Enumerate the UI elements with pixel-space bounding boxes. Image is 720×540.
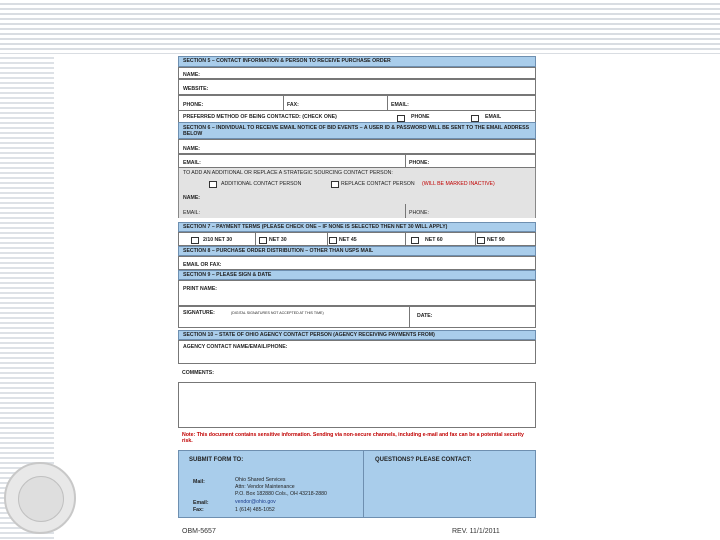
term-checkbox-net-45[interactable] xyxy=(329,237,337,244)
email-checkbox[interactable] xyxy=(471,115,479,122)
divider xyxy=(405,233,406,245)
submit-title: SUBMIT FORM TO: xyxy=(189,457,244,463)
fax-label: Fax: xyxy=(193,507,204,513)
fax-value: 1 (614) 485-1052 xyxy=(235,507,275,513)
s6-add-person: ADDITIONAL CONTACT PERSON xyxy=(221,181,302,187)
s5-email-label: EMAIL: xyxy=(391,102,409,108)
s10-agency-row[interactable] xyxy=(178,340,536,364)
s8-email-fax-label: EMAIL OR FAX: xyxy=(183,262,222,268)
section-6-header: SECTION 6 – INDIVIDUAL TO RECEIVE EMAIL NOTICE OF BID EVENTS – A USER ID & PASSWORD WILL BE SENT TO THE EMAIL ADDRESS BELOW xyxy=(178,122,536,139)
s5-website-label: WEBSITE: xyxy=(183,86,209,92)
s9-date-label[interactable]: DATE: xyxy=(417,313,433,319)
term-net-45: NET 45 xyxy=(339,237,357,243)
divider xyxy=(255,233,256,245)
section-10-header: SECTION 10 – STATE OF OHIO AGENCY CONTACT PERSON (AGENCY RECEIVING PAYMENTS FROM) xyxy=(178,330,536,340)
term-checkbox-net-60[interactable] xyxy=(411,237,419,244)
s9-signature-label[interactable]: SIGNATURE: xyxy=(183,310,215,316)
section-9-header: SECTION 9 – PLEASE SIGN & DATE xyxy=(178,270,536,280)
s8-email-fax-row[interactable] xyxy=(178,256,536,270)
s5-phone-label: PHONE: xyxy=(183,102,204,108)
s10-agency-label: AGENCY CONTACT NAME/EMAIL/PHONE: xyxy=(183,344,288,350)
ohio-seal-watermark xyxy=(4,462,76,534)
form-id: OBM-5657 xyxy=(182,528,216,535)
comments-label: COMMENTS: xyxy=(182,370,214,376)
divider xyxy=(475,233,476,245)
s6-inactive-note: (WILL BE MARKED INACTIVE) xyxy=(422,181,495,187)
s5-contact-row xyxy=(178,95,536,111)
header-stripes xyxy=(0,0,720,54)
submit-box xyxy=(178,450,536,518)
divider xyxy=(363,451,364,517)
s7-terms-row xyxy=(178,232,536,246)
divider xyxy=(409,307,410,327)
s5-name-row[interactable] xyxy=(178,67,536,79)
section-8-header: SECTION 8 – PURCHASE ORDER DISTRIBUTION – OTHER THAN USPS MAIL xyxy=(178,246,536,256)
s5-opt-email: EMAIL xyxy=(485,114,502,120)
s6-phone-label: PHONE: xyxy=(409,160,430,166)
term-checkbox-net-30[interactable] xyxy=(259,237,267,244)
s5-fax-label: FAX: xyxy=(287,102,299,108)
section-5-header: SECTION 5 – CONTACT INFORMATION & PERSON TO RECEIVE PURCHASE ORDER xyxy=(178,56,536,67)
s9-signature-row xyxy=(178,306,536,328)
term-2-10-net-30: 2/10 NET 30 xyxy=(203,237,233,243)
mail-line-2: Attn: Vendor Maintenance xyxy=(235,484,295,490)
section-7-header: SECTION 7 – PAYMENT TERMS (PLEASE CHECK ONE – IF NONE IS SELECTED THEN NET 30 WILL APPLY) xyxy=(178,222,536,232)
s6-email-row xyxy=(178,154,536,168)
s6-email2-label: EMAIL: xyxy=(183,210,201,216)
divider xyxy=(405,204,406,218)
mail-label: Mail: xyxy=(193,479,205,485)
s5-opt-phone: PHONE xyxy=(411,114,430,120)
replace-contact-checkbox[interactable] xyxy=(331,181,339,188)
revision-date: REV. 11/1/2011 xyxy=(452,528,500,535)
s6-email-label: EMAIL: xyxy=(183,160,201,166)
s6-name-row[interactable] xyxy=(178,139,536,154)
s9-print-name-row[interactable] xyxy=(178,280,536,306)
s6-additional-band xyxy=(178,168,536,218)
s5-website-row[interactable] xyxy=(178,79,536,95)
s5-method-label: PREFERRED METHOD OF BEING CONTACTED: (CHECK ONE) xyxy=(183,114,337,120)
term-net-30: NET 30 xyxy=(269,237,287,243)
mail-line-1: Ohio Shared Services xyxy=(235,477,286,483)
term-checkbox-net-90[interactable] xyxy=(477,237,485,244)
divider xyxy=(327,233,328,245)
s5-name-label: NAME: xyxy=(183,72,201,78)
divider xyxy=(405,155,406,167)
vendor-form xyxy=(178,56,536,518)
s6-add-note: TO ADD AN ADDITIONAL OR REPLACE A STRATEGIC SOURCING CONTACT PERSON: xyxy=(183,170,393,176)
questions-title: QUESTIONS? PLEASE CONTACT: xyxy=(375,457,472,463)
term-net-60: NET 60 xyxy=(425,237,443,243)
s5-method-row xyxy=(178,111,536,122)
term-checkbox-2-10[interactable] xyxy=(191,237,199,244)
s6-name2-label: NAME: xyxy=(183,195,201,201)
additional-contact-checkbox[interactable] xyxy=(209,181,217,188)
divider xyxy=(283,96,284,110)
divider xyxy=(387,96,388,110)
s6-replace-person: REPLACE CONTACT PERSON xyxy=(341,181,415,187)
email-label: Email: xyxy=(193,500,209,506)
s6-name-label: NAME: xyxy=(183,146,201,152)
seal-emblem-icon xyxy=(18,476,64,522)
s6-phone2-label: PHONE: xyxy=(409,210,429,216)
email-value[interactable]: vendor@ohio.gov xyxy=(235,499,276,505)
security-note: Note: This document contains sensitive information. Sending via non-secure channels, including e-mail and fax can be a potential security risk. xyxy=(182,432,524,444)
s9-print-name-label: PRINT NAME: xyxy=(183,286,218,292)
mail-line-3: P.O. Box 182880 Cols., OH 43218-2880 xyxy=(235,491,327,497)
comments-box[interactable] xyxy=(178,382,536,428)
term-net-90: NET 90 xyxy=(487,237,505,243)
phone-checkbox[interactable] xyxy=(397,115,405,122)
s9-signature-note: (DIGITAL SIGNATURES NOT ACCEPTED AT THIS TIME) xyxy=(231,311,324,315)
